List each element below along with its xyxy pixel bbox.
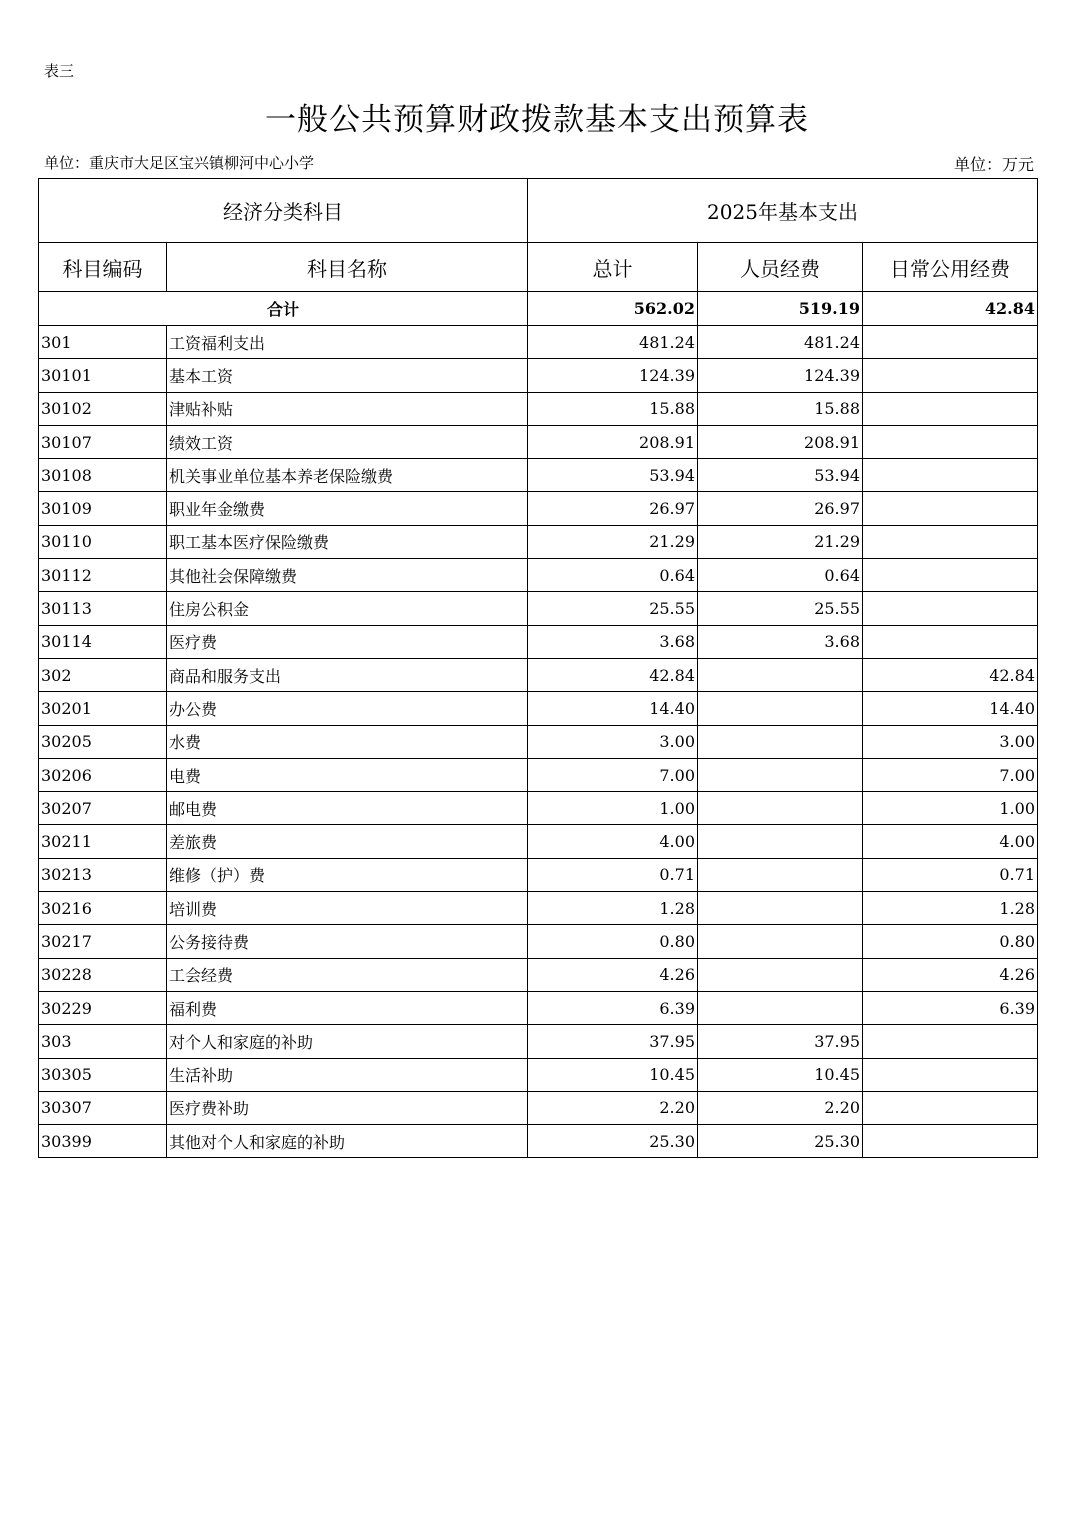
row-public: 1.00 bbox=[863, 792, 1038, 825]
row-name: 水费 bbox=[167, 725, 528, 758]
row-personnel: 10.45 bbox=[698, 1058, 863, 1091]
row-total: 3.68 bbox=[528, 625, 698, 658]
table-row bbox=[39, 792, 1038, 825]
total-personnel: 519.19 bbox=[698, 292, 863, 326]
row-name: 其他对个人和家庭的补助 bbox=[167, 1125, 528, 1158]
row-public: 4.00 bbox=[863, 825, 1038, 858]
row-public bbox=[863, 1025, 1038, 1058]
table-row bbox=[39, 559, 1038, 592]
row-name: 培训费 bbox=[167, 892, 528, 925]
row-code: 30112 bbox=[39, 559, 167, 592]
row-total: 15.88 bbox=[528, 392, 698, 425]
row-public: 3.00 bbox=[863, 725, 1038, 758]
row-personnel bbox=[698, 692, 863, 725]
row-code: 30114 bbox=[39, 625, 167, 658]
row-public bbox=[863, 425, 1038, 458]
row-public: 1.28 bbox=[863, 892, 1038, 925]
table-row bbox=[39, 825, 1038, 858]
row-code: 30229 bbox=[39, 991, 167, 1024]
budget-table bbox=[38, 178, 1038, 1158]
row-name: 职业年金缴费 bbox=[167, 492, 528, 525]
row-public: 7.00 bbox=[863, 758, 1038, 791]
table-row bbox=[39, 892, 1038, 925]
header-row-1 bbox=[39, 179, 1038, 243]
row-name: 医疗费 bbox=[167, 625, 528, 658]
row-public: 6.39 bbox=[863, 991, 1038, 1024]
row-name: 其他社会保障缴费 bbox=[167, 559, 528, 592]
total-label: 合计 bbox=[39, 292, 528, 326]
row-public: 4.26 bbox=[863, 958, 1038, 991]
row-code: 30399 bbox=[39, 1125, 167, 1158]
row-total: 1.00 bbox=[528, 792, 698, 825]
row-code: 30207 bbox=[39, 792, 167, 825]
table-row bbox=[39, 858, 1038, 891]
table-row bbox=[39, 492, 1038, 525]
unit-organization: 单位：重庆市大足区宝兴镇柳河中心小学 bbox=[44, 154, 315, 172]
header-code: 科目编码 bbox=[39, 243, 167, 292]
row-personnel bbox=[698, 925, 863, 958]
row-code: 30216 bbox=[39, 892, 167, 925]
row-name: 电费 bbox=[167, 758, 528, 791]
table-row bbox=[39, 525, 1038, 558]
page-title: 一般公共预算财政拨款基本支出预算表 bbox=[265, 102, 809, 138]
row-public bbox=[863, 359, 1038, 392]
table-row bbox=[39, 392, 1038, 425]
table-row bbox=[39, 758, 1038, 791]
row-personnel bbox=[698, 658, 863, 691]
header-personnel: 人员经费 bbox=[698, 243, 863, 292]
row-code: 30228 bbox=[39, 958, 167, 991]
row-name: 津贴补贴 bbox=[167, 392, 528, 425]
row-personnel bbox=[698, 858, 863, 891]
row-name: 住房公积金 bbox=[167, 592, 528, 625]
table-row bbox=[39, 991, 1038, 1024]
table-row bbox=[39, 459, 1038, 492]
row-name: 差旅费 bbox=[167, 825, 528, 858]
row-total: 42.84 bbox=[528, 658, 698, 691]
row-total: 26.97 bbox=[528, 492, 698, 525]
row-code: 30217 bbox=[39, 925, 167, 958]
row-public bbox=[863, 392, 1038, 425]
row-personnel: 53.94 bbox=[698, 459, 863, 492]
row-total: 21.29 bbox=[528, 525, 698, 558]
row-total: 6.39 bbox=[528, 991, 698, 1024]
row-code: 30206 bbox=[39, 758, 167, 791]
row-total: 10.45 bbox=[528, 1058, 698, 1091]
row-name: 维修（护）费 bbox=[167, 858, 528, 891]
row-total: 3.00 bbox=[528, 725, 698, 758]
table-row bbox=[39, 1125, 1038, 1158]
row-personnel bbox=[698, 725, 863, 758]
unit-currency: 单位：万元 bbox=[953, 155, 1034, 174]
row-total: 25.30 bbox=[528, 1125, 698, 1158]
row-total: 0.80 bbox=[528, 925, 698, 958]
row-personnel: 3.68 bbox=[698, 625, 863, 658]
row-total: 124.39 bbox=[528, 359, 698, 392]
row-code: 30113 bbox=[39, 592, 167, 625]
row-public bbox=[863, 592, 1038, 625]
row-code: 30107 bbox=[39, 425, 167, 458]
row-code: 30305 bbox=[39, 1058, 167, 1091]
row-public bbox=[863, 1125, 1038, 1158]
row-total: 481.24 bbox=[528, 326, 698, 359]
row-personnel: 21.29 bbox=[698, 525, 863, 558]
row-code: 30108 bbox=[39, 459, 167, 492]
row-personnel: 208.91 bbox=[698, 425, 863, 458]
row-public bbox=[863, 625, 1038, 658]
table-row bbox=[39, 625, 1038, 658]
row-code: 30211 bbox=[39, 825, 167, 858]
row-public bbox=[863, 492, 1038, 525]
row-code: 301 bbox=[39, 326, 167, 359]
row-name: 邮电费 bbox=[167, 792, 528, 825]
row-code: 30110 bbox=[39, 525, 167, 558]
row-name: 工资福利支出 bbox=[167, 326, 528, 359]
row-name: 生活补助 bbox=[167, 1058, 528, 1091]
table-row bbox=[39, 359, 1038, 392]
header-total: 总计 bbox=[528, 243, 698, 292]
header-name: 科目名称 bbox=[167, 243, 528, 292]
row-total: 2.20 bbox=[528, 1091, 698, 1124]
row-code: 30213 bbox=[39, 858, 167, 891]
row-total: 37.95 bbox=[528, 1025, 698, 1058]
row-name: 对个人和家庭的补助 bbox=[167, 1025, 528, 1058]
row-name: 办公费 bbox=[167, 692, 528, 725]
header-budget-2025: 2025年基本支出 bbox=[528, 179, 1038, 243]
row-code: 30307 bbox=[39, 1091, 167, 1124]
row-personnel: 2.20 bbox=[698, 1091, 863, 1124]
row-name: 商品和服务支出 bbox=[167, 658, 528, 691]
row-total: 4.00 bbox=[528, 825, 698, 858]
row-name: 公务接待费 bbox=[167, 925, 528, 958]
row-total: 7.00 bbox=[528, 758, 698, 791]
row-total: 0.64 bbox=[528, 559, 698, 592]
row-name: 福利费 bbox=[167, 991, 528, 1024]
row-public: 14.40 bbox=[863, 692, 1038, 725]
row-personnel bbox=[698, 991, 863, 1024]
table-row bbox=[39, 1025, 1038, 1058]
row-personnel bbox=[698, 758, 863, 791]
row-public bbox=[863, 1058, 1038, 1091]
row-personnel bbox=[698, 792, 863, 825]
row-total: 208.91 bbox=[528, 425, 698, 458]
row-total: 4.26 bbox=[528, 958, 698, 991]
table-row bbox=[39, 725, 1038, 758]
row-name: 绩效工资 bbox=[167, 425, 528, 458]
row-public: 42.84 bbox=[863, 658, 1038, 691]
row-total: 25.55 bbox=[528, 592, 698, 625]
row-total: 0.71 bbox=[528, 858, 698, 891]
row-public bbox=[863, 459, 1038, 492]
table-row bbox=[39, 925, 1038, 958]
table-row bbox=[39, 592, 1038, 625]
row-personnel: 25.30 bbox=[698, 1125, 863, 1158]
table-row bbox=[39, 692, 1038, 725]
row-personnel bbox=[698, 825, 863, 858]
row-name: 基本工资 bbox=[167, 359, 528, 392]
row-personnel: 26.97 bbox=[698, 492, 863, 525]
row-code: 30102 bbox=[39, 392, 167, 425]
row-name: 机关事业单位基本养老保险缴费 bbox=[167, 459, 528, 492]
table-row bbox=[39, 1091, 1038, 1124]
row-personnel: 0.64 bbox=[698, 559, 863, 592]
row-personnel: 37.95 bbox=[698, 1025, 863, 1058]
table-number: 表三 bbox=[44, 62, 75, 80]
row-name: 工会经费 bbox=[167, 958, 528, 991]
row-total: 14.40 bbox=[528, 692, 698, 725]
row-code: 30201 bbox=[39, 692, 167, 725]
row-personnel bbox=[698, 892, 863, 925]
row-personnel bbox=[698, 958, 863, 991]
row-personnel: 124.39 bbox=[698, 359, 863, 392]
row-total: 53.94 bbox=[528, 459, 698, 492]
row-public: 0.71 bbox=[863, 858, 1038, 891]
row-code: 303 bbox=[39, 1025, 167, 1058]
header-econ-class: 经济分类科目 bbox=[39, 179, 528, 243]
table-row bbox=[39, 326, 1038, 359]
total-sum: 562.02 bbox=[528, 292, 698, 326]
row-code: 30101 bbox=[39, 359, 167, 392]
row-total: 1.28 bbox=[528, 892, 698, 925]
row-code: 30205 bbox=[39, 725, 167, 758]
header-row-2 bbox=[39, 243, 1038, 292]
total-row bbox=[39, 292, 1038, 326]
row-personnel: 481.24 bbox=[698, 326, 863, 359]
row-personnel: 25.55 bbox=[698, 592, 863, 625]
table-row bbox=[39, 425, 1038, 458]
row-public bbox=[863, 559, 1038, 592]
row-code: 302 bbox=[39, 658, 167, 691]
row-public: 0.80 bbox=[863, 925, 1038, 958]
row-personnel: 15.88 bbox=[698, 392, 863, 425]
row-name: 医疗费补助 bbox=[167, 1091, 528, 1124]
row-code: 30109 bbox=[39, 492, 167, 525]
row-public bbox=[863, 326, 1038, 359]
table-row bbox=[39, 958, 1038, 991]
table-row bbox=[39, 658, 1038, 691]
table-row bbox=[39, 1058, 1038, 1091]
row-public bbox=[863, 1091, 1038, 1124]
row-public bbox=[863, 525, 1038, 558]
row-name: 职工基本医疗保险缴费 bbox=[167, 525, 528, 558]
total-public: 42.84 bbox=[863, 292, 1038, 326]
header-public: 日常公用经费 bbox=[863, 243, 1038, 292]
